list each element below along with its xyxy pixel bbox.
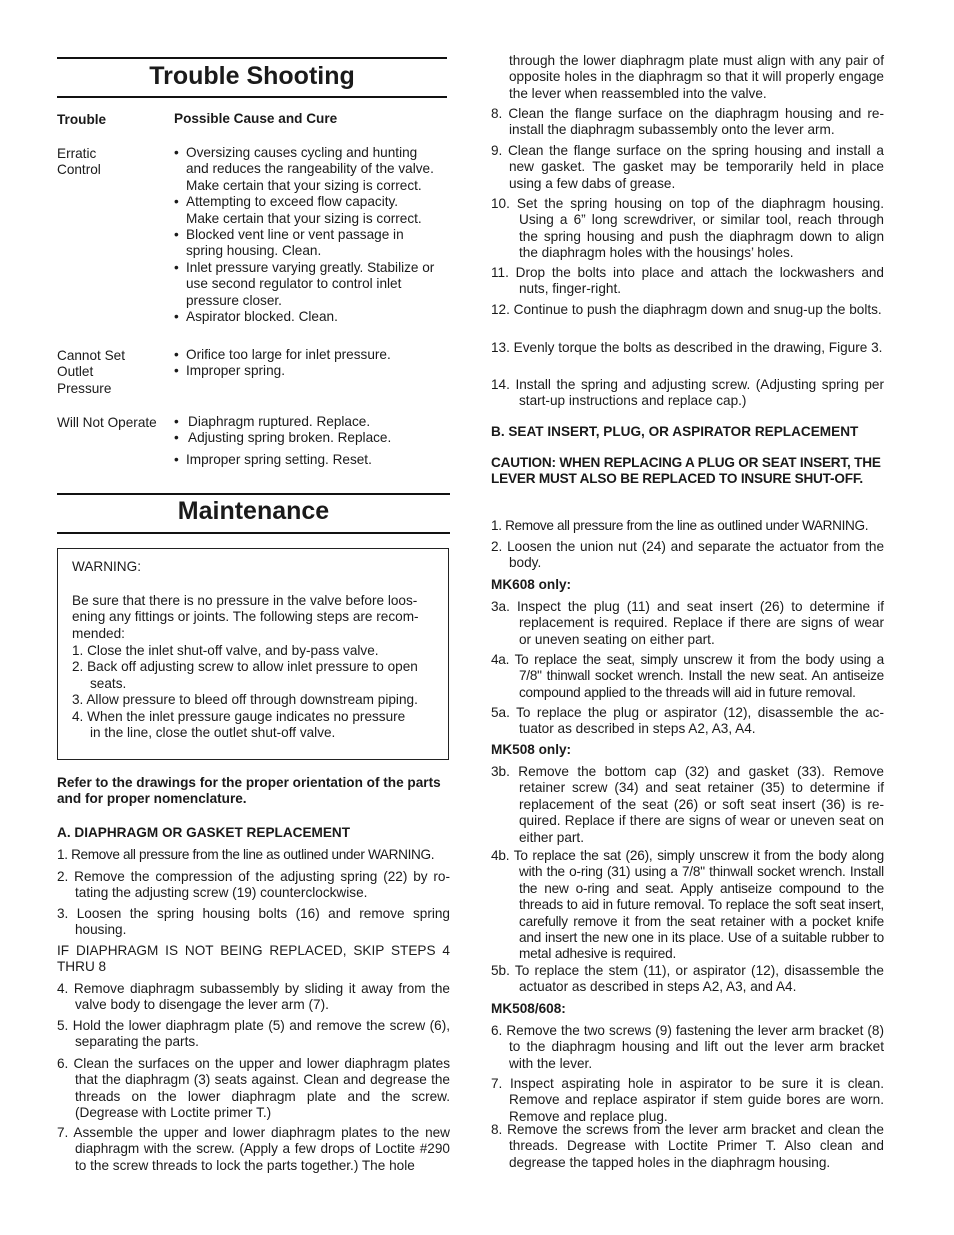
warning-step-line: seats. <box>90 675 127 691</box>
step-a10: 10. Set the spring housing on top of the diaphragm housing. Using a 6” long screwdriver, or similar tool, reach through the spring housing and push the diaphragm down to align the diaphragm holes with the housings’ holes. <box>491 196 884 261</box>
refer-note-line: and for proper nomenclature. <box>57 791 247 807</box>
bullet-icon: • <box>174 451 179 467</box>
cause-line: Adjusting spring broken. Replace. <box>188 430 392 446</box>
bullet-icon: • <box>174 414 179 429</box>
cause-item <box>174 347 449 363</box>
bullet-icon: • <box>174 309 179 325</box>
step-a8: 8. Clean the flange surface on the diaphragm housing and re- install the diaphragm subassembly onto the lever arm. <box>491 106 884 138</box>
section-a-heading: A. DIAPHRAGM OR GASKET REPLACEMENT <box>57 825 351 840</box>
cause-line: Oversizing causes cycling and hunting <box>186 145 418 160</box>
step-4b: 4b. To replace the sat (26), simply unscrew it from the body along with the o-ring (31) using a 7/8" thinwall socket wrench. Install the new o-ring and seat. Apply antiseize compound to the threads to aid in future removal. To replace the soft seat insert, carefully remove it from the seat retainer with a pocket knife and insert the new one in its place. Use of a suitable rubber to metal adhesive is required. <box>491 848 884 962</box>
cause-line: and reduces the rangeability of the valve. <box>186 161 434 177</box>
col-header-cause: Possible Cause and Cure <box>174 111 338 126</box>
maintenance-top-rule <box>57 493 450 495</box>
step-4a: 4a. To replace the seat, simply unscrew it from the body using a 7/8" thinwall socket wrench. Install the new seat. An antiseize compound applied to the threads will aid in future removal. <box>491 652 884 700</box>
step-5a: 5a. To replace the plug or aspirator (12), disassemble the ac- tuator as described in steps A2, A3, A4. <box>491 705 884 737</box>
cause-line: Aspirator blocked. Clean. <box>186 309 338 325</box>
bullet-icon: • <box>174 430 179 446</box>
skip-note: IF DIAPHRAGM IS NOT BEING REPLACED, SKIP STEPS 4 THRU 8 <box>57 943 450 975</box>
bullet-icon: • <box>174 363 179 379</box>
step-a4: 4. Remove diaphragm subassembly by sliding it away from the valve body to disengage the lever arm (7). <box>57 981 450 1013</box>
bullet-icon: • <box>174 347 179 362</box>
maintenance-bottom-rule <box>57 532 450 534</box>
cause-line: Improper spring. <box>186 363 285 379</box>
warning-intro-line: ening any fittings or joints. The following steps are recom- <box>72 609 419 625</box>
step-5b: 5b. To replace the stem (11), or aspirator (12), disassemble the actuator as described in steps A2, A3, and A4. <box>491 963 884 995</box>
cause-item <box>174 414 449 430</box>
refer-note <box>57 775 452 808</box>
step-a9: 9. Clean the flange surface on the spring housing and install a new gasket. The gasket may be temporarily held in place using a few dabs of grease. <box>491 143 884 191</box>
step-a5: 5. Hold the lower diaphragm plate (5) and remove the screw (6), separating the parts. <box>57 1018 450 1050</box>
trouble-label-line: Will Not Operate <box>57 415 157 430</box>
trouble-label-line: Control <box>57 162 101 178</box>
cause-item <box>174 227 449 260</box>
bullet-icon: • <box>174 194 179 210</box>
cause-list-erratic <box>174 145 449 325</box>
warning-step-line: in the line, close the outlet shut-off valve. <box>90 725 336 741</box>
mk508608-heading: MK508/608: <box>491 1001 566 1016</box>
cause-item <box>174 452 449 468</box>
warning-step-line: 2. Back off adjusting screw to allow inlet pressure to open <box>72 659 418 675</box>
cause-line: Make certain that your sizing is correct. <box>186 210 422 226</box>
step-a2: 2. Remove the compression of the adjusting spring (22) by ro- tating the adjusting screw (19) counterclockwise. <box>57 869 450 901</box>
step-a14: 14. Install the spring and adjusting screw. (Adjusting spring per start-up instructions and replace cap.) <box>491 377 884 409</box>
step-a7-continuation: through the lower diaphragm plate must align with any pair of opposite holes in the diaphragm so that it will properly engage the lever when reassembled into the valve. <box>509 53 884 101</box>
section-b-heading: B. SEAT INSERT, PLUG, OR ASPIRATOR REPLACEMENT <box>491 424 859 439</box>
warning-steps <box>72 643 434 741</box>
trouble-erratic-control <box>57 146 101 179</box>
cause-line: Diaphragm ruptured. Replace. <box>188 414 371 429</box>
cause-line: Blocked vent line or vent passage in <box>186 227 404 243</box>
step-a3: 3. Loosen the spring housing bolts (16) and remove spring housing. <box>57 906 450 938</box>
step-a1: 1. Remove all pressure from the line as outlined under WARNING. <box>57 847 435 862</box>
warning-step <box>72 709 434 742</box>
step-b2: 2. Loosen the union nut (24) and separate the actuator from the body. <box>491 539 884 571</box>
warning-intro-line: Be sure that there is no pressure in the valve before loos- <box>72 593 418 608</box>
cause-line: Inlet pressure varying greatly. Stabilize or <box>186 259 435 275</box>
trouble-label-line: Pressure <box>57 380 112 396</box>
step-a7: 7. Assemble the upper and lower diaphragm plates to the new diaphragm with the screw. (Apply a few drops of Loctite #290 to the screw threads to lock the parts together.) The hole <box>57 1125 450 1173</box>
cause-item <box>174 430 449 446</box>
cause-line: Improper spring setting. Reset. <box>186 451 372 467</box>
trouble-shooting-top-rule <box>57 57 447 59</box>
mk508-heading: MK508 only: <box>491 742 572 757</box>
warning-intro <box>72 593 434 642</box>
cause-item <box>174 260 449 309</box>
trouble-cannot-set-outlet <box>57 348 125 397</box>
step-a6: 6. Clean the surfaces on the upper and lower diaphragm plates that the diaphragm (3) seats against. Clean and degrease the threads on the lower diaphragm plate and the screw. (Degrease with Loctite primer T.) <box>57 1056 450 1121</box>
section-b-caution: CAUTION: WHEN REPLACING A PLUG OR SEAT INSERT, THE LEVER MUST ALSO BE REPLACED TO INSURE SHUT-OFF. <box>491 455 881 487</box>
step-b7: 7. Inspect aspirating hole in aspirator to be sure it is clean. Remove and replace aspirator if stem guide bores are worn. Remove and replace plug. <box>491 1076 884 1124</box>
cause-list-will-not-operate <box>174 414 449 468</box>
bullet-icon: • <box>174 259 179 275</box>
mk608-heading: MK608 only: <box>491 577 572 592</box>
warning-intro-line: mended: <box>72 625 125 641</box>
cause-line: Attempting to exceed flow capacity. <box>186 194 399 210</box>
cause-line: pressure closer. <box>186 292 282 308</box>
step-a11: 11. Drop the bolts into place and attach the lockwashers and nuts, finger-right. <box>491 265 884 297</box>
cause-line: Make certain that your sizing is correct. <box>186 177 422 193</box>
bullet-icon: • <box>174 145 179 160</box>
warning-step-line: 4. When the inlet pressure gauge indicates no pressure <box>72 708 406 724</box>
step-b8: 8. Remove the screws from the lever arm bracket and clean the threads. Degrease with Loctite Primer T. Also clean and degrease the tapped holes in the diaphragm housing. <box>491 1122 884 1170</box>
step-a12: 12. Continue to push the diaphragm down and snug-up the bolts. <box>491 302 882 317</box>
trouble-label-line: Outlet <box>57 364 94 380</box>
trouble-label-line: Erratic <box>57 146 97 161</box>
refer-note-line: Refer to the drawings for the proper orientation of the parts <box>57 775 441 790</box>
cause-line: use second regulator to control inlet <box>186 276 402 292</box>
warning-heading: WARNING: <box>72 559 141 574</box>
bullet-icon: • <box>174 227 179 243</box>
step-3b: 3b. Remove the bottom cap (32) and gasket (33). Remove retainer screw (34) and seat retainer (35) to determine if replacement of the seat (26) or soft seat insert (36) is re- quired. Replace if there are signs of wear or uneven seat on either part. <box>491 764 884 845</box>
cause-list-cannot-set <box>174 347 449 380</box>
step-b1: 1. Remove all pressure from the line as outlined under WARNING. <box>491 518 869 533</box>
cause-item <box>174 309 449 325</box>
trouble-label-line: Cannot Set <box>57 348 126 363</box>
warning-step: 1. Close the inlet shut-off valve, and by-pass valve. <box>72 643 379 658</box>
warning-step <box>72 659 434 692</box>
cause-item <box>174 194 449 227</box>
step-3a: 3a. Inspect the plug (11) and seat insert (26) to determine if replacement is required. Replace if there are signs of wear or uneven seating on either part. <box>491 599 884 647</box>
col-header-trouble: Trouble <box>57 112 107 127</box>
trouble-will-not-operate <box>57 415 157 431</box>
step-b6: 6. Remove the two screws (9) fastening the lever arm bracket (8) to the diaphragm housing and lift out the lever arm bracket with the lever. <box>491 1023 884 1071</box>
cause-line: spring housing. Clean. <box>186 243 322 259</box>
warning-step: 3. Allow pressure to bleed off through downstream piping. <box>72 692 418 708</box>
cause-item <box>174 363 449 379</box>
trouble-shooting-title: Trouble Shooting <box>149 62 355 90</box>
cause-line: Orifice too large for inlet pressure. <box>186 347 391 362</box>
cause-item <box>174 145 449 194</box>
trouble-shooting-bottom-rule <box>57 96 447 98</box>
warning-box <box>57 548 449 760</box>
step-a13: 13. Evenly torque the bolts as described in the drawing, Figure 3. <box>491 340 883 355</box>
maintenance-title: Maintenance <box>177 497 330 525</box>
